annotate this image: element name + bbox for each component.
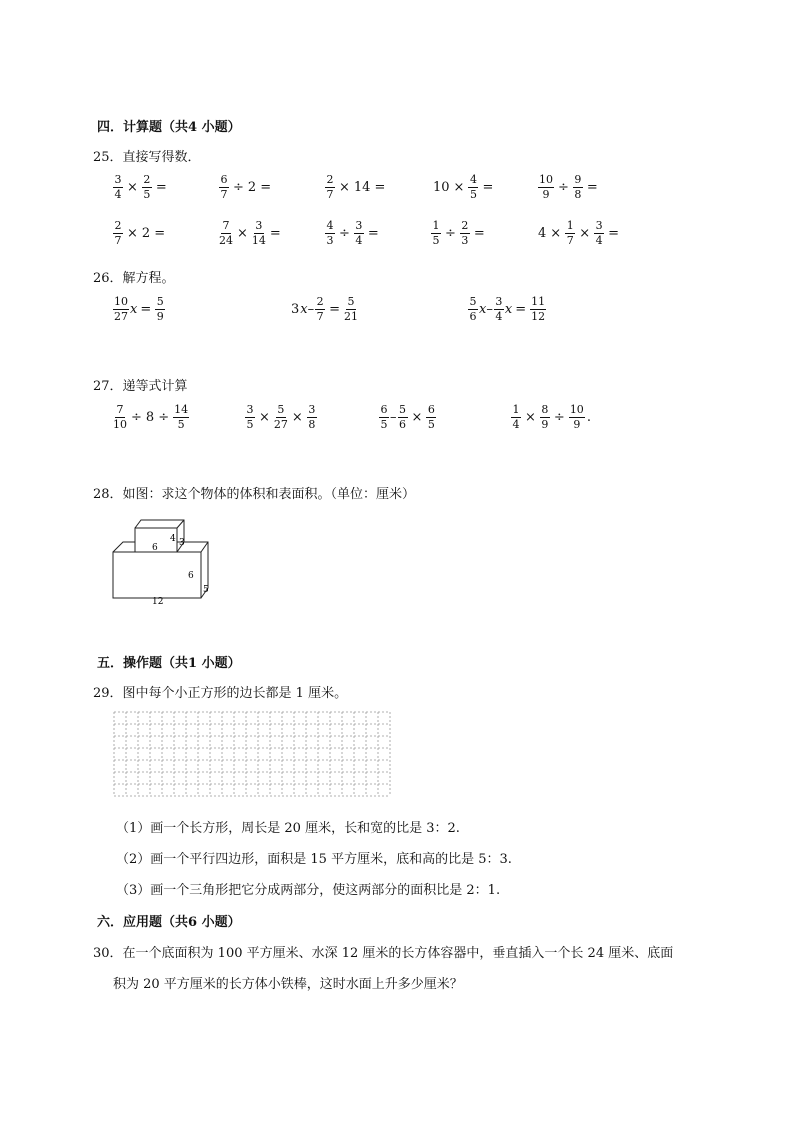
q25-r2-expr-4: $\frac{1}{5}$ ÷ $\frac{2}{3}$ =	[432, 219, 485, 247]
q25-r1-expr-2: $\frac{6}{7}$ ÷ 2 =	[220, 173, 272, 201]
q25-r1-expr-1: $\frac{3}{4}$ × $\frac{2}{5}$ =	[114, 173, 167, 201]
q25-r1-expr-5: $\frac{10}{9}$ ÷ $\frac{9}{8}$ =	[539, 173, 598, 201]
q25-r1-expr-4: 10 × $\frac{4}{5}$ =	[433, 173, 494, 201]
q25-r1-expr-3: $\frac{2}{7}$ × 14 =	[326, 173, 386, 201]
q27-label: 27．递等式计算	[93, 379, 188, 394]
cuboid-figure	[108, 512, 218, 606]
base-depth-label: 5	[203, 585, 209, 595]
section-6-title: 六．应用题（共6 小题）	[97, 915, 241, 930]
q26-label: 26．解方程。	[93, 271, 175, 286]
top-length-label: 6	[152, 543, 158, 553]
q30-line-2: 积为 20 平方厘米的长方体小铁棒，这时水面上升多少厘米？	[113, 977, 463, 992]
q28-label: 28．如图：求这个物体的体积和表面积。（单位：厘米）	[93, 487, 416, 502]
q25-r2-expr-3: $\frac{4}{3}$ ÷ $\frac{3}{4}$ =	[326, 219, 379, 247]
q29-item-2: （2）画一个平行四边形，面积是 15 平方厘米，底和高的比是 5：3.	[116, 852, 512, 867]
base-length-label: 12	[152, 597, 164, 606]
q27-expr-2: $\frac{3}{5}$ × $\frac{5}{27}$ × $\frac{3}{8}$	[246, 403, 316, 431]
section-5-title: 五．操作题（共1 小题）	[97, 656, 241, 671]
q25-label: 25．直接写得数．	[93, 150, 201, 165]
top-depth-label: 4	[170, 534, 176, 544]
top-height-label: 3	[179, 538, 185, 548]
q26-equation-2: 3 x – $\frac{2}{7}$ = $\frac{5}{21}$	[291, 295, 359, 323]
q25-r2-expr-2: $\frac{7}{24}$ × $\frac{3}{14}$ =	[219, 219, 281, 247]
q26-equation-3: $\frac{5}{6}$ x – $\frac{3}{4}$ x = $\frac{11}{12}$	[469, 295, 546, 323]
q29-item-1: （1）画一个长方形，周长是 20 厘米，长和宽的比是 3：2.	[116, 821, 460, 836]
q27-expr-1: $\frac{7}{10}$ ÷ 8 ÷ $\frac{14}{5}$	[113, 403, 189, 431]
q30-line-1: 30．在一个底面积为 100 平方厘米、水深 12 厘米的长方体容器中，垂直插入一个长 24 厘米、底面	[93, 946, 674, 961]
q27-expr-4: $\frac{1}{4}$ × $\frac{8}{9}$ ÷ $\frac{10}{9}$ .	[512, 403, 591, 431]
q25-r2-expr-5: 4 × $\frac{1}{7}$ × $\frac{3}{4}$ =	[538, 219, 619, 247]
q26-equation-1: $\frac{10}{27}$ x = $\frac{5}{9}$	[114, 295, 164, 323]
q25-r2-expr-1: $\frac{2}{7}$ × 2 =	[114, 219, 166, 247]
square-grid	[113, 711, 393, 803]
section-4-title: 四．计算题（共4 小题）	[97, 120, 241, 135]
q29-label: 29．图中每个小正方形的边长都是 1 厘米。	[93, 686, 348, 701]
q27-expr-3: $\frac{6}{5}$ – $\frac{5}{6}$ × $\frac{6}{5}$	[380, 403, 435, 431]
q29-item-3: （3）画一个三角形把它分成两部分，使这两部分的面积比是 2：1.	[116, 883, 501, 898]
base-height-label: 6	[188, 571, 194, 581]
